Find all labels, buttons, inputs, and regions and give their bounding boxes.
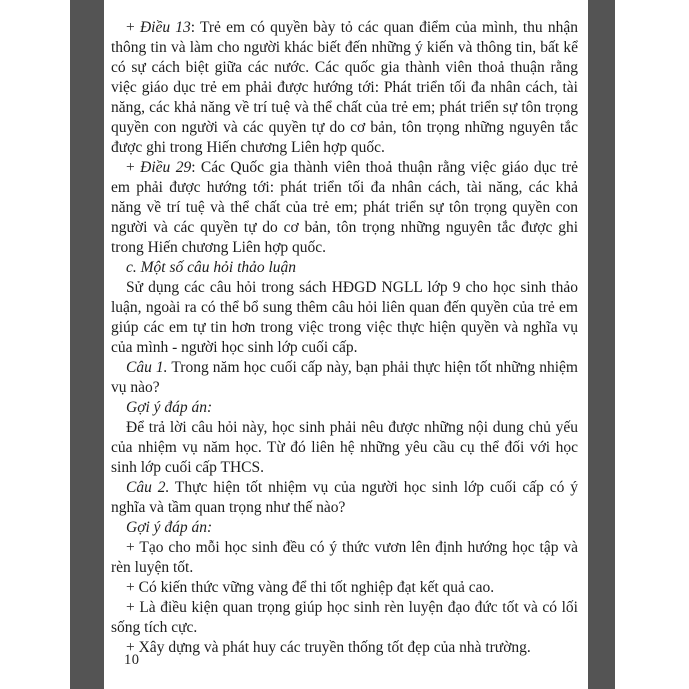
article-13-label: Điều 13: [139, 19, 191, 36]
question-1-text: Trong năm học cuối cấp này, bạn phải thực hiện tốt những nhiệm vụ nào?: [111, 359, 578, 396]
article-13-text: : Trẻ em có quyền bày tỏ các quan điểm của mình, thu nhận thông tin và làm cho người khác biết đến những ý kiến và thông tin, bất kể có sự cách biệt giữa các nước. Các quốc gia thành viên thoả thuận rằng việc giáo dục trẻ em phải được hướng tới: Phát triển tối đa nhân cách, tài năng, các khả năng về trí tuệ và thể chất của trẻ em; phát triển sự tôn trọng quyền con người và các quyền tự do cơ bản, tôn trọng những nguyên tắc được ghi trong Hiến chương Liên hợp quốc.: [111, 19, 578, 156]
paragraph-article-13: [111, 18, 578, 158]
paragraph-article-29: [111, 158, 578, 258]
question-1-label: Câu 1.: [126, 359, 168, 376]
article-29-label: Điều 29: [140, 159, 192, 176]
answer-2-bullet-3: + Là điều kiện quan trọng giúp học sinh rèn luyện đạo đức tốt và có lối sống tích cực.: [111, 599, 578, 636]
answer-2-bullet-4: + Xây dựng và phát huy các truyền thống tốt đẹp của nhà trường.: [126, 639, 531, 656]
article-29-text: : Các Quốc gia thành viên thoả thuận rằng việc giáo dục trẻ em phải được hướng tới: phát triển tối đa nhân cách, tài năng, các khả năng về trí tuệ và thể chất của trẻ em; phát triển sự tôn trọng quyền con người và các quyền tự do cơ bản, tôn trọng những nguyên tắc được ghi trong Hiến chương Liên hợp quốc.: [111, 159, 578, 256]
bullet-marker: +: [126, 159, 141, 176]
paragraph-question-2: [111, 478, 578, 518]
photo-background-right-edge: [588, 0, 615, 689]
page-text-block: [111, 18, 578, 658]
question-2-label: Câu 2.: [126, 479, 170, 496]
answer-2-bullet-2: + Có kiến thức vững vàng để thi tốt nghiệp đạt kết quả cao.: [126, 579, 495, 596]
question-2-text: Thực hiện tốt nhiệm vụ của người học sinh lớp cuối cấp có ý nghĩa và tầm quan trọng như thế nào?: [111, 479, 579, 516]
bullet-marker: +: [126, 19, 140, 36]
paragraph-question-1: [111, 358, 578, 398]
paragraph-usage-note: Sử dụng các câu hỏi trong sách HĐGD NGLL lớp 9 cho học sinh thảo luận, ngoài ra có thể bổ sung thêm câu hỏi liên quan đến quyền của trẻ em giúp các em tự tin hơn trong việc trong việc thực hiện quyền và nghĩa vụ của mình - người học sinh lớp cuối cấp.: [111, 279, 578, 356]
paragraph-answer-1: Để trả lời câu hỏi này, học sinh phải nêu được những nội dung chủ yếu của nhiệm vụ năm học. Từ đó liên hệ những yêu cầu cụ thể đối với học sinh lớp cuối cấp THCS.: [111, 419, 578, 476]
answer-hint-heading-1: Gợi ý đáp án:: [126, 399, 213, 416]
section-heading-c: c. Một số câu hỏi thảo luận: [126, 259, 297, 276]
photo-background-left-edge: [70, 0, 104, 689]
answer-2-bullet-1: + Tạo cho mỗi học sinh đều có ý thức vươn lên định hướng học tập và rèn luyện tốt.: [111, 539, 578, 576]
page-number: 10: [124, 652, 140, 668]
answer-hint-heading-2: Gợi ý đáp án:: [126, 519, 213, 536]
